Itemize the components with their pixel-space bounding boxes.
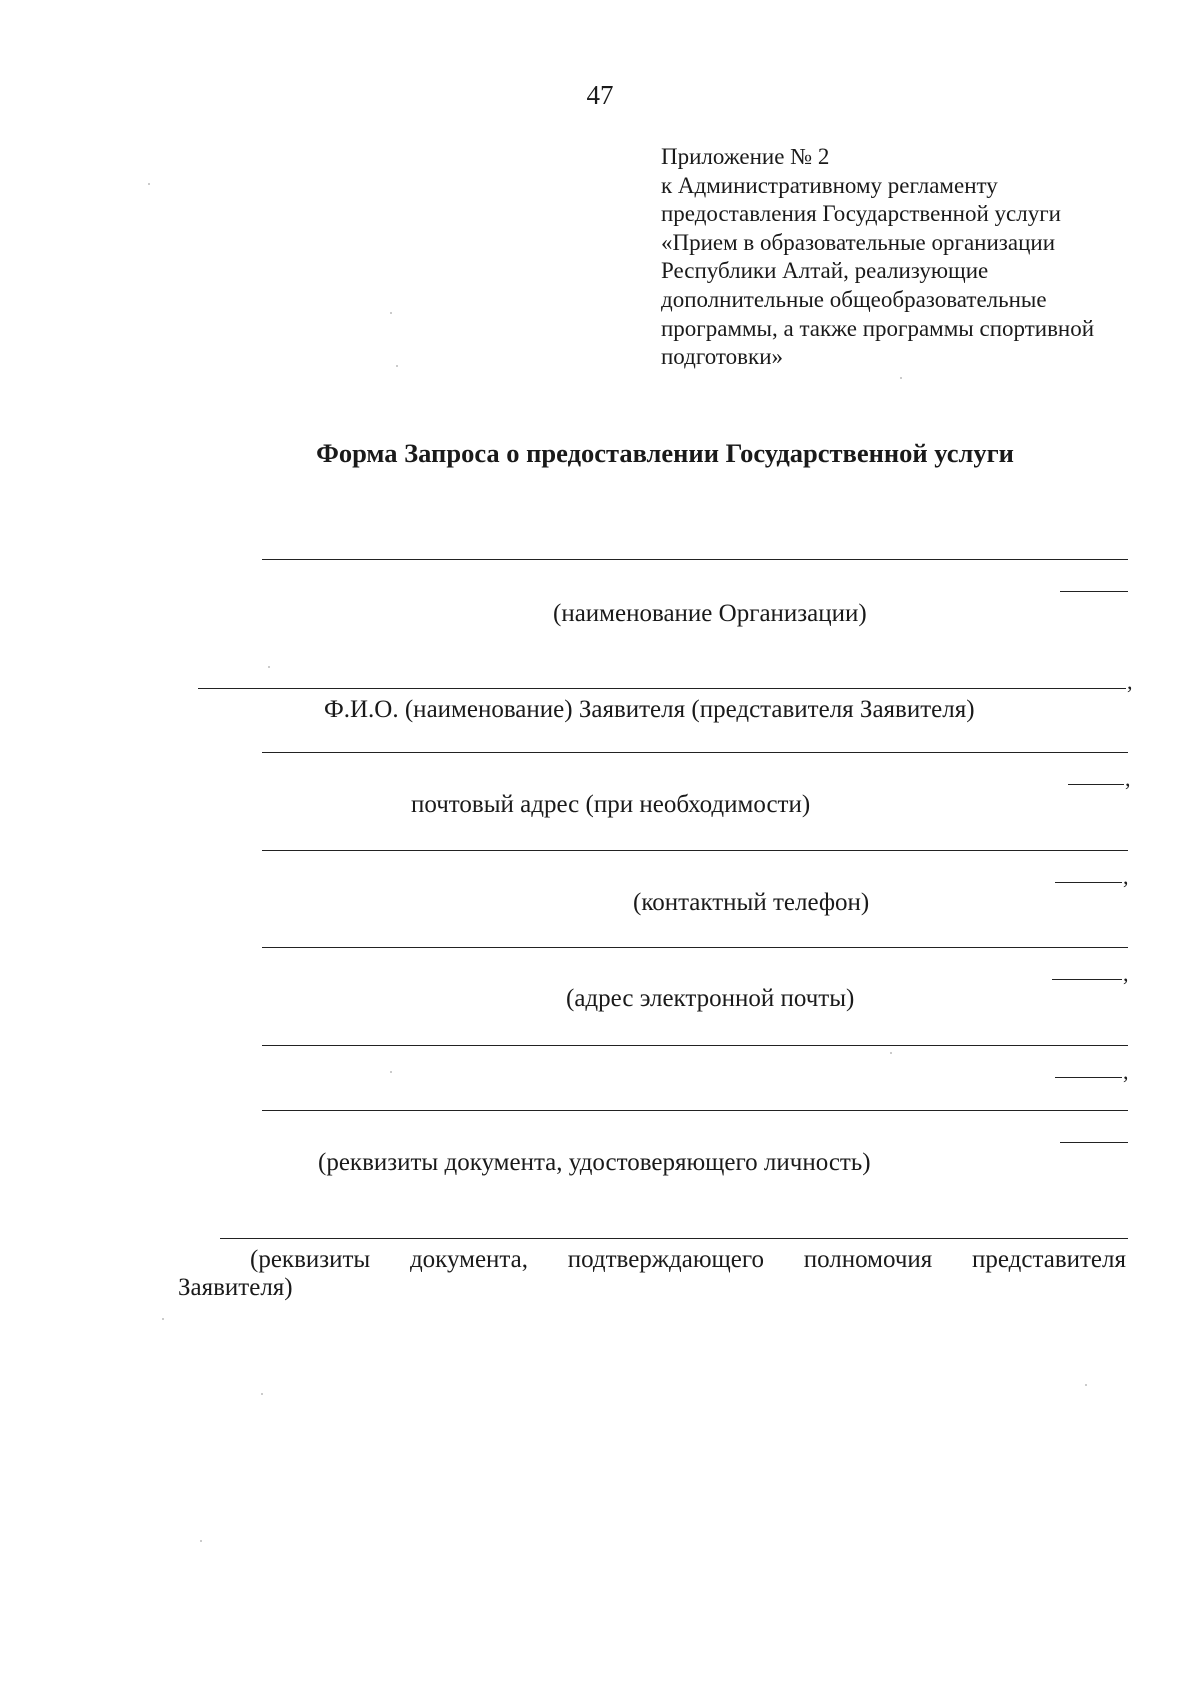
appendix-line: к Административному регламенту [661,172,998,198]
phone-caption: (контактный телефон) [633,889,870,916]
appendix-line: предоставления Государственной услуги [661,201,1061,227]
organization-fill-line[interactable] [262,559,1128,560]
email-fill-line-end[interactable] [1052,979,1122,980]
appendix-line: программы, а также программы спортивной [661,315,1095,341]
authority-doc-caption-line: Заявителя) [178,1274,293,1301]
organization-caption: (наименование Организации) [553,600,867,627]
appendix-line: подготовки» [661,344,783,370]
identity-doc-fill-line[interactable] [262,1110,1128,1111]
applicant-caption: Ф.И.О. (наименование) Заявителя (представителя Заявителя) [324,696,975,723]
scan-speck [268,666,270,668]
postal-address-caption: почтовый адрес (при необходимости) [411,791,811,818]
form-title: Форма Запроса о предоставлении Государственной услуги [316,438,1014,468]
blank-fill-line[interactable] [262,1045,1128,1046]
email-fill-line[interactable] [262,947,1128,948]
blank-fill-line-end[interactable] [1055,1077,1122,1078]
postal-fill-line-end[interactable] [1068,784,1124,785]
scan-speck [900,377,902,379]
scan-speck [396,365,398,367]
email-caption: (адрес электронной почты) [566,985,855,1012]
scan-speck [200,1540,202,1542]
comma: , [1125,766,1131,791]
scan-speck [890,1052,892,1054]
postal-fill-line[interactable] [262,752,1128,753]
scan-speck [148,183,150,185]
identity-doc-fill-line-end[interactable] [1060,1142,1128,1143]
appendix-header [661,143,1094,372]
appendix-line: «Прием в образовательные организации [661,229,1055,255]
authority-doc-caption [178,1246,1126,1302]
appendix-line: Приложение № 2 [661,144,830,169]
scan-speck [1085,1384,1087,1386]
page-number: 47 [586,80,614,110]
phone-fill-line[interactable] [262,850,1128,851]
authority-doc-caption-line: (реквизиты документа, подтверждающего полномочия представителя [250,1246,1126,1273]
comma: , [1123,864,1129,889]
identity-doc-caption: (реквизиты документа, удостоверяющего личность) [318,1149,871,1176]
organization-fill-line-end[interactable] [1060,591,1128,592]
appendix-line: дополнительные общеобразовательные [661,286,1047,312]
comma: , [1127,669,1133,694]
phone-fill-line-end[interactable] [1055,882,1122,883]
comma: , [1123,961,1129,986]
scan-speck [162,1318,164,1320]
scan-speck [390,312,392,314]
authority-doc-fill-line[interactable] [220,1238,1128,1239]
scan-speck [261,1393,263,1395]
comma: , [1123,1059,1129,1084]
applicant-fill-line[interactable] [198,688,1126,689]
appendix-line: Республики Алтай, реализующие [661,258,989,284]
scan-speck [390,1071,392,1073]
